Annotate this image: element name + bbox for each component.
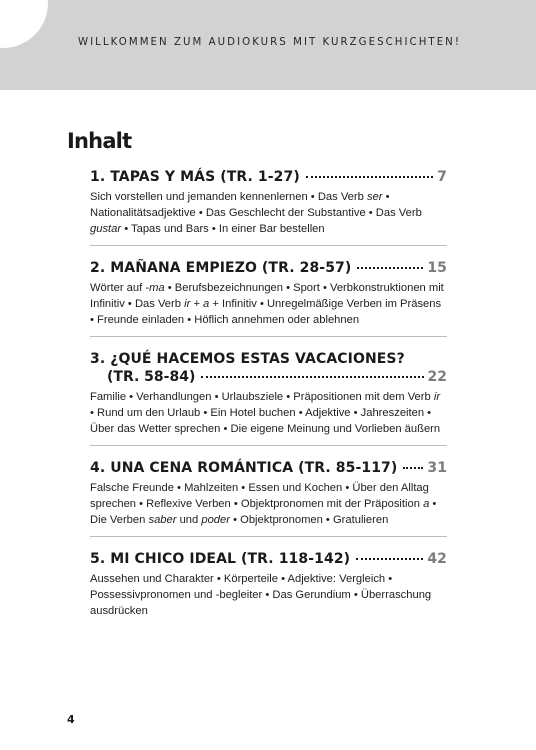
desc-text: Aussehen und Charakter • Körperteile • Adjektive: Vergleich • Possessivpronomen und -begleiter • Das Gerundium • Überraschung ausdrücken (90, 573, 432, 617)
toc-entry-title: 3. ¿QUÉ HACEMOS ESTAS VACACIONES? (90, 351, 405, 367)
toc-entry-page: 31 (427, 460, 448, 476)
desc-text: Wörter auf (90, 282, 146, 294)
divider (90, 445, 447, 446)
toc-entry-description (90, 389, 447, 437)
toc-entry-title: 1. TAPAS Y MÁS (TR. 1-27) (90, 169, 300, 185)
running-header: WILLKOMMEN ZUM AUDIOKURS MIT KURZGESCHICHTEN! (78, 37, 461, 48)
dot-leader (357, 267, 423, 269)
toc-entry-description (90, 189, 447, 237)
toc-entry-page: 22 (427, 369, 447, 385)
toc-entry-5-heading (90, 550, 447, 568)
toc-entry-5[interactable] (90, 550, 447, 619)
dot-leader (201, 376, 423, 378)
toc-entry-3-heading-line2 (90, 368, 447, 386)
desc-italic: a (423, 498, 430, 510)
desc-text: und (176, 514, 202, 526)
corner-decoration (0, 0, 48, 48)
toc-entry-page: 7 (437, 169, 447, 185)
divider (90, 536, 447, 537)
divider (90, 336, 447, 337)
page-title: Inhalt (67, 129, 132, 153)
toc-entry-title: 4. UNA CENA ROMÁNTICA (TR. 85-117) (90, 460, 398, 476)
toc-entry-description (90, 571, 447, 619)
desc-italic: ir + a (184, 298, 210, 310)
toc-entry-1-heading (90, 168, 447, 186)
toc-entry-page: 15 (427, 260, 447, 276)
page-number: 4 (67, 713, 75, 726)
desc-italic: -ma (145, 282, 165, 294)
desc-text: Falsche Freunde • Mahlzeiten • Essen und Kochen • Über den Alltag sprechen • Reflexive Verben • Objektpronomen mit der Präposition (90, 482, 429, 510)
toc-entry-title: 5. MI CHICO IDEAL (TR. 118-142) (90, 551, 351, 567)
header-band (0, 0, 536, 90)
dot-leader (306, 176, 433, 178)
toc-entry-3-heading (90, 350, 447, 368)
dot-leader (403, 467, 423, 469)
dot-leader (356, 558, 423, 560)
desc-text: + Infinitiv • Unregelmäßige Verben im Präsens • Freunde einladen • Höflich annehmen oder ablehnen (90, 298, 442, 326)
desc-text: • Tapas und Bars • In einer Bar bestellen (121, 223, 325, 235)
divider (90, 245, 447, 246)
desc-text: • Objektpronomen • Gratulieren (229, 514, 389, 526)
desc-text: • Rund um den Urlaub • Ein Hotel buchen • Adjektive • Jahreszeiten • Über das Wetter sprechen • Die eigene Meinung und Vorlieben äußern (90, 407, 441, 435)
toc-entry-2-heading (90, 259, 447, 277)
toc-entry-description (90, 280, 447, 328)
toc-entry-1[interactable] (90, 168, 447, 237)
toc-entry-3[interactable] (90, 350, 447, 437)
desc-italic: ir (433, 391, 441, 403)
toc-entry-description (90, 480, 447, 528)
desc-text: Sich vorstellen und jemanden kennenlernen • Das Verb (90, 191, 367, 203)
desc-italic: saber (148, 514, 177, 526)
desc-italic: poder (201, 514, 230, 526)
desc-text: • Die Verben (90, 498, 437, 526)
desc-text: Familie • Verhandlungen • Urlaubsziele • Präpositionen mit dem Verb (90, 391, 434, 403)
toc-entry-4-heading (90, 459, 447, 477)
desc-italic: gustar (90, 223, 122, 235)
toc-entry-title: 2. MAÑANA EMPIEZO (TR. 28-57) (90, 260, 352, 276)
toc-entry-title-continued: (TR. 58-84) (107, 369, 196, 385)
toc-entry-2[interactable] (90, 259, 447, 328)
toc-entry-page: 42 (427, 551, 447, 567)
toc-entry-4[interactable] (90, 459, 447, 528)
table-of-contents (90, 168, 447, 619)
desc-text: • Nationalitätsadjektive • Das Geschlecht der Substantive • Das Verb (90, 191, 422, 219)
desc-text: • Berufsbezeichnungen • Sport • Verbkonstruktionen mit Infinitiv • Das Verb (90, 282, 444, 310)
desc-italic: ser (366, 191, 383, 203)
